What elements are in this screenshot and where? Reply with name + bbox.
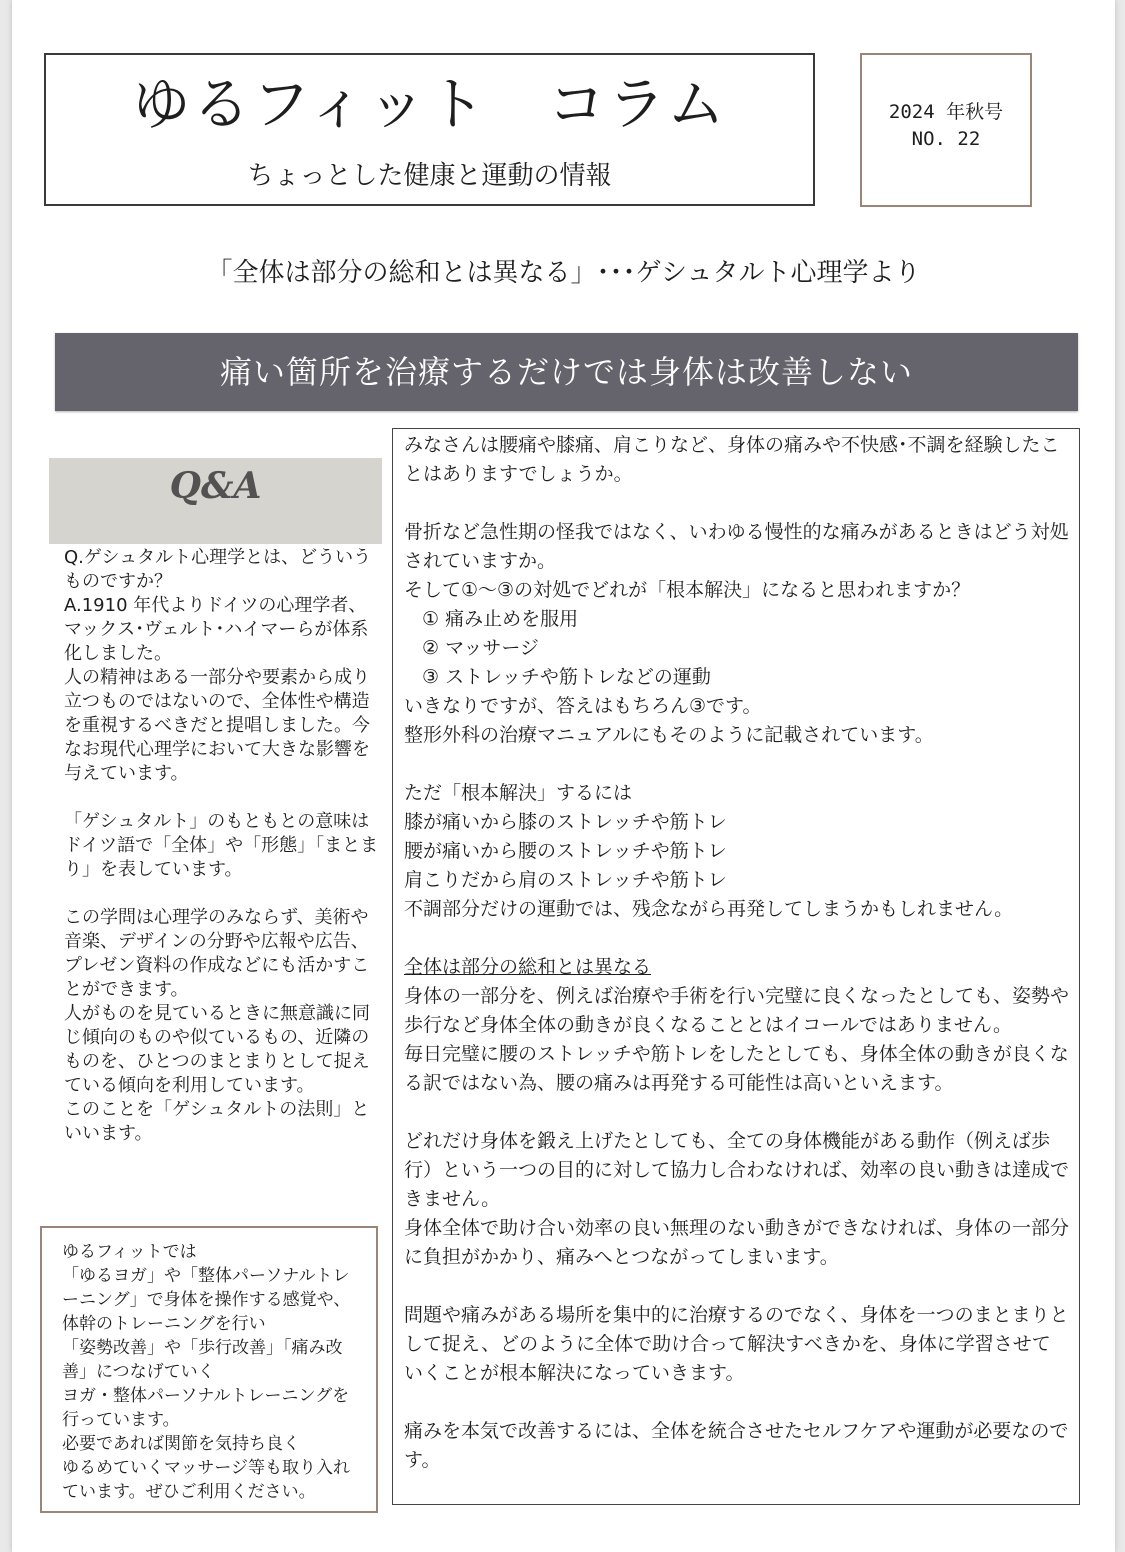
list-item: ② マッサージ (422, 637, 539, 659)
newsletter-page (12, 0, 1115, 1552)
issue-number: NO. 22 (911, 128, 981, 150)
article-paragraph-4: ただ「根本解決」するには 膝が痛いから膝のストレッチや筋トレ 腰が痛いから腰のストレッチや筋トレ 肩こりだから肩のストレッチや筋トレ 不調部分だけの運動では、残念ながら再発してしまうかもしれません。 (404, 782, 1014, 920)
gestalt-quote: 「全体は部分の総和とは異なる」･･･ゲシュタルト心理学より (206, 258, 921, 288)
list-item: ③ ストレッチや筋トレなどの運動 (422, 666, 711, 688)
issue-season: 2024 年秋号 (888, 101, 1004, 123)
article-paragraph-6: どれだけ身体を鍛え上げたとしても、全ての身体機能がある動作（例えば歩行）という一つの目的に対して協力し合わなければ、効率の良い動きは達成できません。 身体全体で助け合い効率の良い無理のない動きができなければ、身体の一部分に負担がかかり、痛みへとつながってしまいます。 (404, 1130, 1070, 1268)
page-title: ゆるフィット コラム (132, 70, 727, 138)
service-info-box: ゆるフィットでは 「ゆるヨガ」や「整体パーソナルトレーニング」で身体を操作する感覚や、体幹のトレーニングを行い 「姿勢改善」や「歩行改善」「痛み改善」につなげていく ヨガ・整体パーソナルトレーニングを行っています。 必要であれば関節を気持ち良く ゆるめていくマッサージ等も取り入れています。ぜひご利用ください。 (40, 1226, 378, 1513)
article-paragraph-3: いきなりですが、答えはもちろん③です。 整形外科の治療マニュアルにもそのように記載されています。 (404, 695, 934, 746)
article-heading: 全体は部分の総和とは異なる (404, 956, 652, 978)
headline-banner: 痛い箇所を治療するだけでは身体は改善しない (55, 333, 1078, 411)
article-paragraph-8: 痛みを本気で改善するには、全体を統合させたセルフケアや運動が必要なのです。 (404, 1420, 1069, 1471)
title-box (44, 53, 815, 206)
article-box (392, 428, 1080, 1505)
issue-box (860, 53, 1032, 207)
qa-column (64, 546, 382, 1146)
qa-paragraph-3: この学問は心理学のみならず、美術や音楽、デザインの分野や広報や広告、プレゼン資料の作成などにも活かすことができます。 人がものを見ているときに無意識に同じ傾向のものや似ているもの、近隣のものを、ひとつのまとまりとして捉えている傾向を利用しています。 このことを「ゲシュタルトの法則」といいます。 (64, 907, 370, 1144)
article-paragraph-5: 身体の一部分を、例えば治療や手術を行い完璧に良くなったとしても、姿勢や歩行など身体全体の動きが良くなることとはイコールではありません。 毎日完璧に腰のストレッチや筋トレをしたとしても、身体全体の動きが良くなる訳ではない為、腰の痛みは再発する可能性は高いといえます。 (404, 985, 1070, 1094)
article-paragraph-2: 骨折など急性期の怪我ではなく、いわゆる慢性的な痛みがあるときはどう対処されていますか。 そして①～③の対処でどれが「根本解決」になると思われますか？ (404, 521, 1069, 601)
qa-header (49, 458, 382, 544)
qa-header-label: Q&A (169, 465, 262, 507)
list-item: ① 痛み止めを服用 (422, 608, 579, 630)
qa-paragraph-2: 「ゲシュタルト」のもともとの意味はドイツ語で「全体」や「形態」「まとまり」を表しています。 (64, 811, 379, 880)
article-paragraph-7: 問題や痛みがある場所を集中的に治療するのでなく、身体を一つのまとまりとして捉え、どのように全体で助け合って解決すべきかを、身体に学習させていくことが根本解決になっていきます。 (404, 1304, 1069, 1384)
qa-paragraph-1: Q.ゲシュタルト心理学とは、どういうものですか？ A.1910 年代よりドイツの心理学者、マックス･ヴェルト･ハイマーらが体系化しました。 人の精神はある一部分や要素から成り立つものではないので、全体性や構造を重視するべきだと提唱しました。今なお現代心理学において大きな影響を与えています。 (64, 547, 372, 784)
page-subtitle: ちょっとした健康と運動の情報 (247, 161, 612, 191)
article-paragraph-1: みなさんは腰痛や膝痛、肩こりなど、身体の痛みや不快感･不調を経験したことはありますでしょうか。 (404, 434, 1060, 485)
